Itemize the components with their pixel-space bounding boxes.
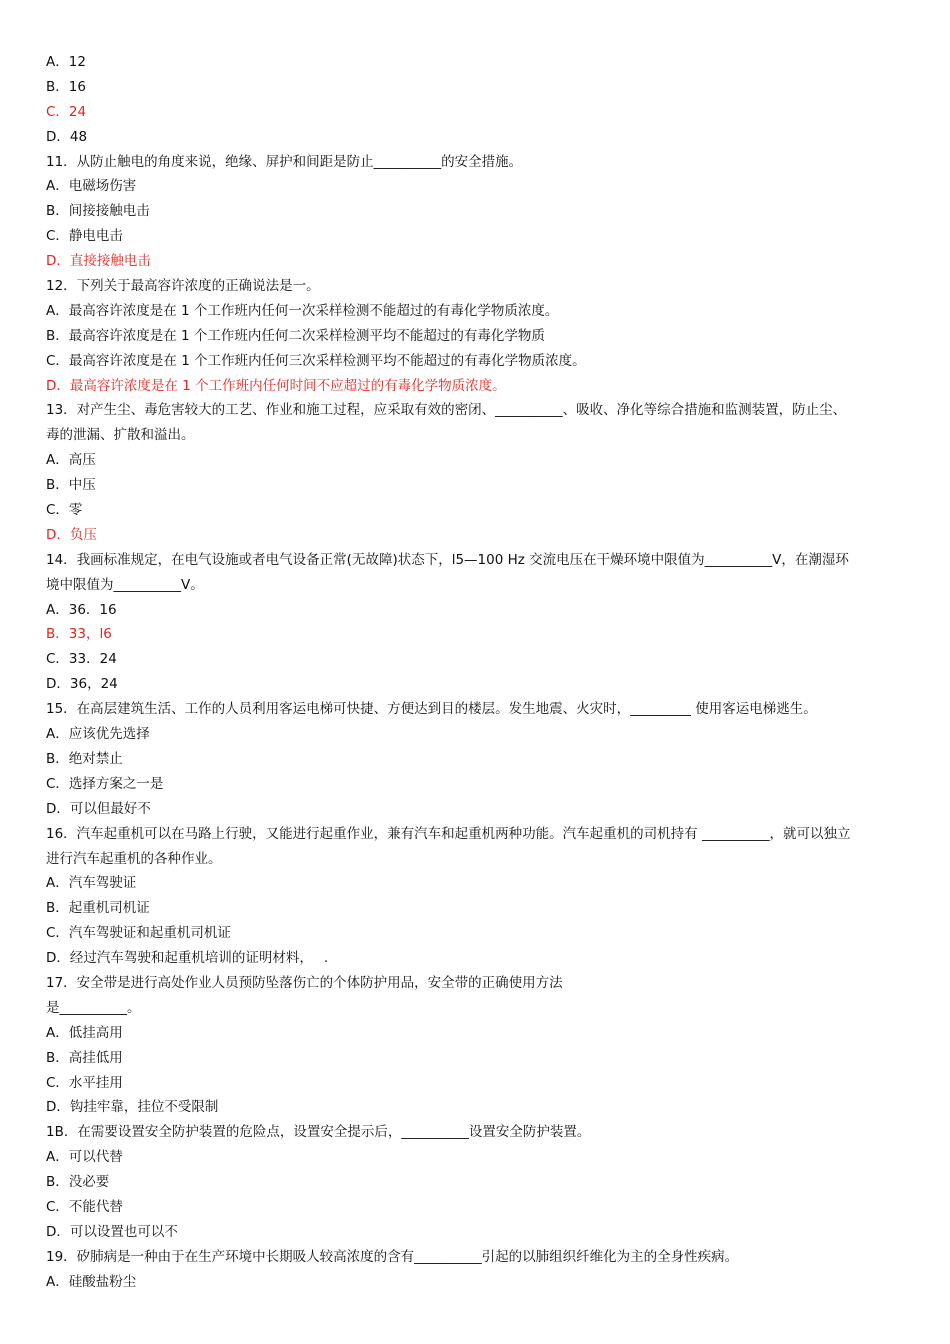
text-line: 毒的泄漏、扩散和溢出。 [46, 427, 195, 444]
text-line: A．应该优先选择 [46, 726, 150, 743]
text-line: B．间接接触电击 [46, 203, 150, 220]
text-line: C．汽车驾驶证和起重机司机证 [46, 925, 231, 942]
text-line: C．不能代替 [46, 1198, 123, 1215]
text-line: B．最高容许浓度是在 1 个工作班内任何二次采样检测平均不能超过的有毒化学物质 [46, 327, 545, 344]
text-line: D．48 [46, 128, 88, 145]
question-list [46, 50, 910, 1295]
text-line: 17．安全带是进行高处作业人员预防坠落伤亡的个体防护用品，安全带的正确使用方法 [46, 974, 563, 991]
text-line: B．绝对禁止 [46, 750, 123, 767]
text-line: C．零 [46, 502, 83, 519]
text-line: D．可以设置也可以不 [46, 1223, 178, 1240]
text-line: A．高压 [46, 452, 96, 469]
text-line: 15．在高层建筑生活、工作的人员利用客运电梯可快捷、方便达到目的楼层。发生地震、火灾时，_________ 使用客运电梯逃生。 [46, 701, 817, 718]
text-line: B．高挂低用 [46, 1049, 123, 1066]
text-line: 1B．在需要设置安全防护装置的危险点，设置安全提示后，__________设置安全防护装置。 [46, 1124, 591, 1141]
answer-line-correct: D．负压 [46, 526, 97, 543]
text-line: 19．矽肺病是一种由于在生产环境中长期吸人较高浓度的含有__________引起的以肺组织纤维化为主的全身性疾病。 [46, 1248, 739, 1265]
text-line: D．经过汽车驾驶和起重机培训的证明材料， . [46, 950, 329, 967]
text-line: C．静电电击 [46, 228, 123, 245]
text-line: A．最高容许浓度是在 1 个工作班内任何一次采样检测不能超过的有毒化学物质浓度。 [46, 302, 559, 319]
text-line: A．汽车驾驶证 [46, 875, 137, 892]
text-line: A．12 [46, 54, 86, 70]
text-line: C．水平挂用 [46, 1074, 123, 1091]
text-line: 13．对产生尘、毒危害较大的工艺、作业和施工过程，应采取有效的密闭、__________、吸收、净化等综合措施和监测装置，防止尘、 [46, 402, 847, 419]
text-line: A．36．16 [46, 601, 117, 618]
text-line: 14．我画标准规定，在电气设施或者电气设备正常(无故障)状态下，l5—100 Hz 交流电压在干燥环境中限值为__________V，在潮湿环 [46, 551, 849, 568]
text-line: B．中压 [46, 477, 96, 494]
answer-line-correct: C．24 [46, 103, 87, 120]
text-line: A．硅酸盐粉尘 [46, 1273, 137, 1290]
text-line: 是__________。 [46, 999, 141, 1016]
text-line: A．可以代替 [46, 1149, 123, 1166]
text-line: C．33．24 [46, 651, 117, 668]
answer-line-correct: B．33，l6 [46, 626, 112, 643]
text-line: 12．下列关于最高容许浓度的正确说法是一。 [46, 278, 320, 295]
text-line: C．最高容许浓度是在 1 个工作班内任何三次采样检测平均不能超过的有毒化学物质浓度。 [46, 352, 586, 369]
text-line: B．16 [46, 78, 86, 95]
text-line: 11．从防止触电的角度来说，绝缘、屏护和间距是防止__________的安全措施。 [46, 153, 523, 170]
text-line: 16．汽车起重机可以在马路上行驶，又能进行起重作业，兼有汽车和起重机两种功能。汽车起重机的司机持有 __________，就可以独立 [46, 825, 851, 842]
text-line: D．钩挂牢靠，挂位不受限制 [46, 1099, 219, 1116]
text-line: B．没必要 [46, 1174, 110, 1191]
text-line: D．可以但最好不 [46, 800, 151, 817]
text-line: B．起重机司机证 [46, 900, 150, 917]
text-line: D．36，24 [46, 676, 118, 693]
text-line: A．低挂高用 [46, 1024, 123, 1041]
answer-line-correct: D．最高容许浓度是在 1 个工作班内任何时间不应超过的有毒化学物质浓度。 [46, 377, 506, 394]
answer-line-correct: D．直接接触电击 [46, 253, 151, 270]
text-line: A．电磁场伤害 [46, 178, 137, 195]
text-line: 境中限值为__________V。 [46, 576, 204, 593]
text-line: C．选择方案之一是 [46, 775, 164, 792]
text-line: 进行汽车起重机的各种作业。 [46, 850, 222, 867]
